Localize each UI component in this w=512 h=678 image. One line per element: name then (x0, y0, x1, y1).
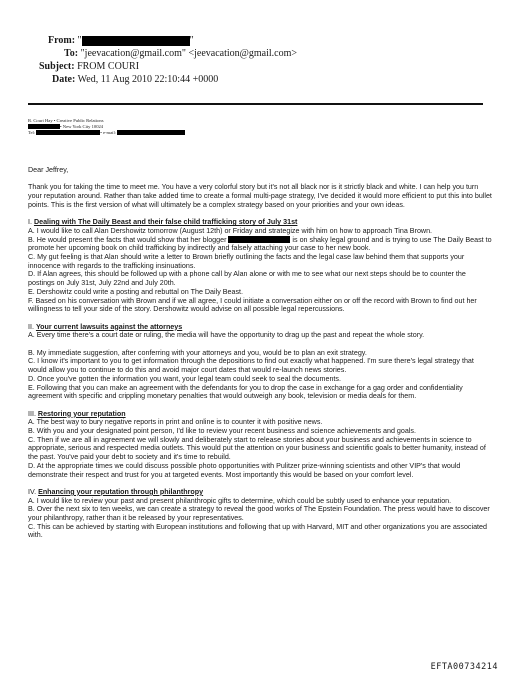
date-label: Date: (52, 74, 76, 85)
list-item: A. I would like to review your past and present philanthropic gifts to determine, which could be subtly used to enhance your reputation. (28, 496, 452, 505)
list-item: C. I know it's important to you to get information through the depositions to find out exactly what happened. I'm sure there's legal strategy that would allow you to continue to do this and avoid major court dates that would re-launch news stories. (28, 357, 474, 375)
header-divider (28, 103, 483, 105)
to-value: "jeevacation@gmail.com" <jeevacation@gmail.com> (80, 48, 297, 59)
list-item: E. Dershowitz could write a posting and rebuttal on The Daily Beast. (28, 287, 243, 296)
list-item: B. He would present the facts that would show that her blogger is on shaky legal ground and is trying to use The Daily Beast to promote her upcoming book on child trafficking by indirectly and falsely attaching your case to her new book. (28, 235, 492, 253)
section-heading-3: III. Restoring your reputation (28, 409, 126, 418)
redaction-block (36, 130, 100, 135)
from-quote-close: " (189, 35, 194, 46)
letterhead-line-2: • New York City 10024 (28, 124, 103, 130)
list-item: C. This can be achieved by starting with European institutions and following that up with Harvard, MIT and other organizations you are associated with. (28, 522, 487, 540)
salutation: Dear Jeffrey, (28, 166, 69, 174)
section-heading-1: I. Dealing with The Daily Beast and their false child trafficking story of July 31st (28, 218, 298, 227)
letterhead-line-1: R. Couri Hay • Creative Public Relations (28, 118, 104, 123)
list-item: B. My immediate suggestion, after conferring with your attorneys and you, would be to plan an exit strategy. (28, 348, 367, 357)
letterhead-line-3: Tel: • e-mail: (28, 130, 185, 136)
to-line (64, 47, 297, 60)
redaction-block (82, 36, 190, 46)
redaction-block (28, 124, 60, 129)
redaction-block (117, 130, 185, 135)
list-item: D. At the appropriate times we could discuss possible photo opportunities with Pulitzer prize-winning scientists and other VIP's that would demonstrate their respect and trust for you at targeted events. Most importantly this would be based on your comfort level. (28, 461, 461, 479)
section-heading-2: II. Your current lawsuits against the attorneys (28, 322, 183, 331)
list-item: F. Based on his conversation with Brown and if we all agree, I could initiate a conversation either on or off the record with Brown to find out her willingness to tell your side of the story. Dershowitz would advise on all possible legal repercussions. (28, 296, 477, 314)
letter-body (28, 166, 492, 540)
redaction-block (228, 236, 290, 243)
list-item: A. Every time there's a court date or ruling, the media will have the opportunity to drag up the past and repeat the whole story. (28, 331, 425, 340)
list-item: D. If Alan agrees, this should be followed up with a phone call by Alan alone or with me to see what our next steps should be to counter the postings on July 31st, July 22nd and July 20th. (28, 270, 466, 288)
list-item: B. Over the next six to ten weeks, we can create a strategy to reveal the good works of The Epstein Foundation. The press would have to discover your philanthropy, rather than it be released by your representatives. (28, 505, 490, 523)
from-label: From: (48, 35, 76, 46)
intro-paragraph: Thank you for taking the time to meet me. You have a very colorful story but it's not all black nor is it strictly black and white. I can help you turn your reputation around. Rather than take added time to create a formal multi-page strategy, I've decided it would more efficient to put this into bullet points. This is the first version of what will ultimately be a complex strategy based on your priorities and your own ideas. (28, 183, 492, 209)
document-id: EFTA00734214 (430, 662, 498, 672)
to-label: To: (64, 48, 79, 59)
list-item: C. My gut feeling is that Alan should write a letter to Brown briefly outlining the facts and the legal case law behind them that supports your innocence with regards to the trafficking insinuations. (28, 253, 465, 270)
subject-line (39, 60, 139, 73)
list-item: C. Then if we are all in agreement we will slowly and deliberately start to release stories about your business and achievements in science to appropriate, serious and respected media outlets. This would put the attention on your business and scientific goals to better humanity, instead of the past. You've paid your debt to society and it's time to rebuild. (28, 435, 486, 462)
list-item: B. With you and your designated point person, I'd like to review your recent business and science achievements and goals. (28, 427, 416, 436)
from-line (48, 34, 194, 47)
list-item: A. The best way to bury negative reports in print and online is to counter it with positive news. (28, 418, 323, 427)
subject-label: Subject: (39, 61, 75, 72)
subject-value: FROM COURI (77, 61, 140, 72)
list-item: D. Once you've gotten the information you want, your legal team could seek to seal the documents. (28, 374, 341, 383)
section-heading-4: IV. Enhancing your reputation through philanthropy (28, 487, 204, 496)
list-item: A. I would like to call Alan Dershowitz tomorrow (August 12th) or Friday and strategize with him on how to approach Tina Brown. (28, 226, 433, 235)
from-quote-open: " (77, 35, 82, 46)
date-value: Wed, 11 Aug 2010 22:10:44 +0000 (77, 74, 219, 85)
list-item: E. Following that you can make an agreement with the defendants for you to drop the case in exchange for a gag order and confidentiality agreement with specific and crippling monetary penalties that would outweigh any book, television or media deals for them. (28, 383, 463, 401)
date-line (52, 73, 218, 86)
